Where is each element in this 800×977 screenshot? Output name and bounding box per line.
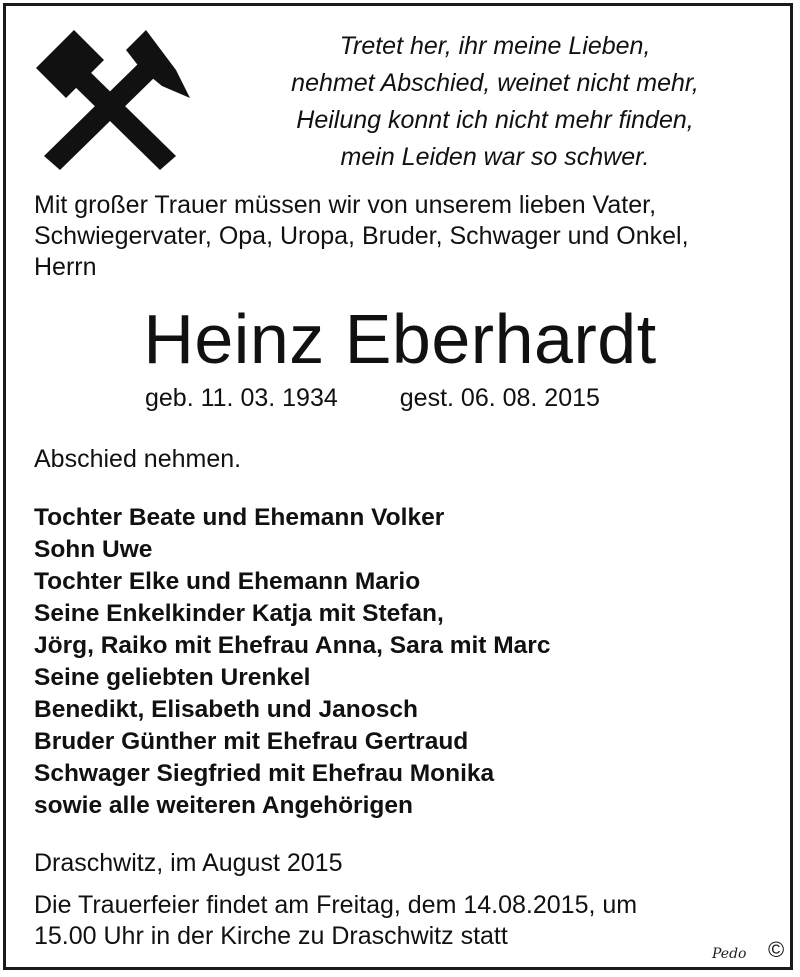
mourner-line: Seine Enkelkinder Katja mit Stefan, — [34, 600, 444, 627]
mourner-line: Bruder Günther mit Ehefrau Gertraud — [34, 728, 469, 755]
intro-line: Schwiegervater, Opa, Uropa, Bruder, Schwager und Onkel, — [34, 222, 689, 250]
mourners-list — [34, 502, 550, 822]
mourner-line: Sohn Uwe — [34, 536, 153, 563]
service-line: 15.00 Uhr in der Kirche zu Draschwitz statt — [34, 922, 508, 950]
intro-line: Mit großer Trauer müssen wir von unserem lieben Vater, — [34, 191, 657, 219]
poem-line: mein Leiden war so schwer. — [340, 143, 650, 171]
poem-line: nehmet Abschied, weinet nicht mehr, — [291, 69, 699, 97]
mourner-line: Benedikt, Elisabeth und Janosch — [34, 696, 418, 723]
mourner-line: Tochter Elke und Ehemann Mario — [34, 568, 421, 595]
hammer-and-pick-icon — [30, 20, 190, 175]
death-date: gest. 06. 08. 2015 — [399, 384, 600, 412]
poem-line: Tretet her, ihr meine Lieben, — [339, 32, 651, 60]
birth-date: geb. 11. 03. 1934 — [145, 384, 338, 412]
mourner-line: Schwager Siegfried mit Ehefrau Monika — [34, 760, 495, 787]
mourner-line: Jörg, Raiko mit Ehefrau Anna, Sara mit Marc — [34, 632, 551, 659]
place-and-date: Draschwitz, im August 2015 — [34, 849, 343, 877]
life-dates — [145, 383, 745, 413]
designer-signature: Pedo — [712, 946, 747, 962]
mourner-line: Seine geliebten Urenkel — [34, 664, 311, 691]
copyright-symbol: © — [768, 937, 785, 962]
poem — [230, 28, 760, 176]
deceased-name: Heinz Eberhardt — [143, 300, 657, 378]
mourner-line: Tochter Beate und Ehemann Volker — [34, 504, 445, 531]
intro-text — [34, 190, 774, 283]
funeral-service-info — [34, 890, 637, 952]
poem-line: Heilung konnt ich nicht mehr finden, — [296, 106, 694, 134]
mourner-line: sowie alle weiteren Angehörigen — [34, 792, 413, 819]
farewell-line: Abschied nehmen. — [34, 445, 242, 473]
service-line: Die Trauerfeier findet am Freitag, dem 14.08.2015, um — [34, 891, 638, 919]
intro-line: Herrn — [34, 253, 97, 281]
